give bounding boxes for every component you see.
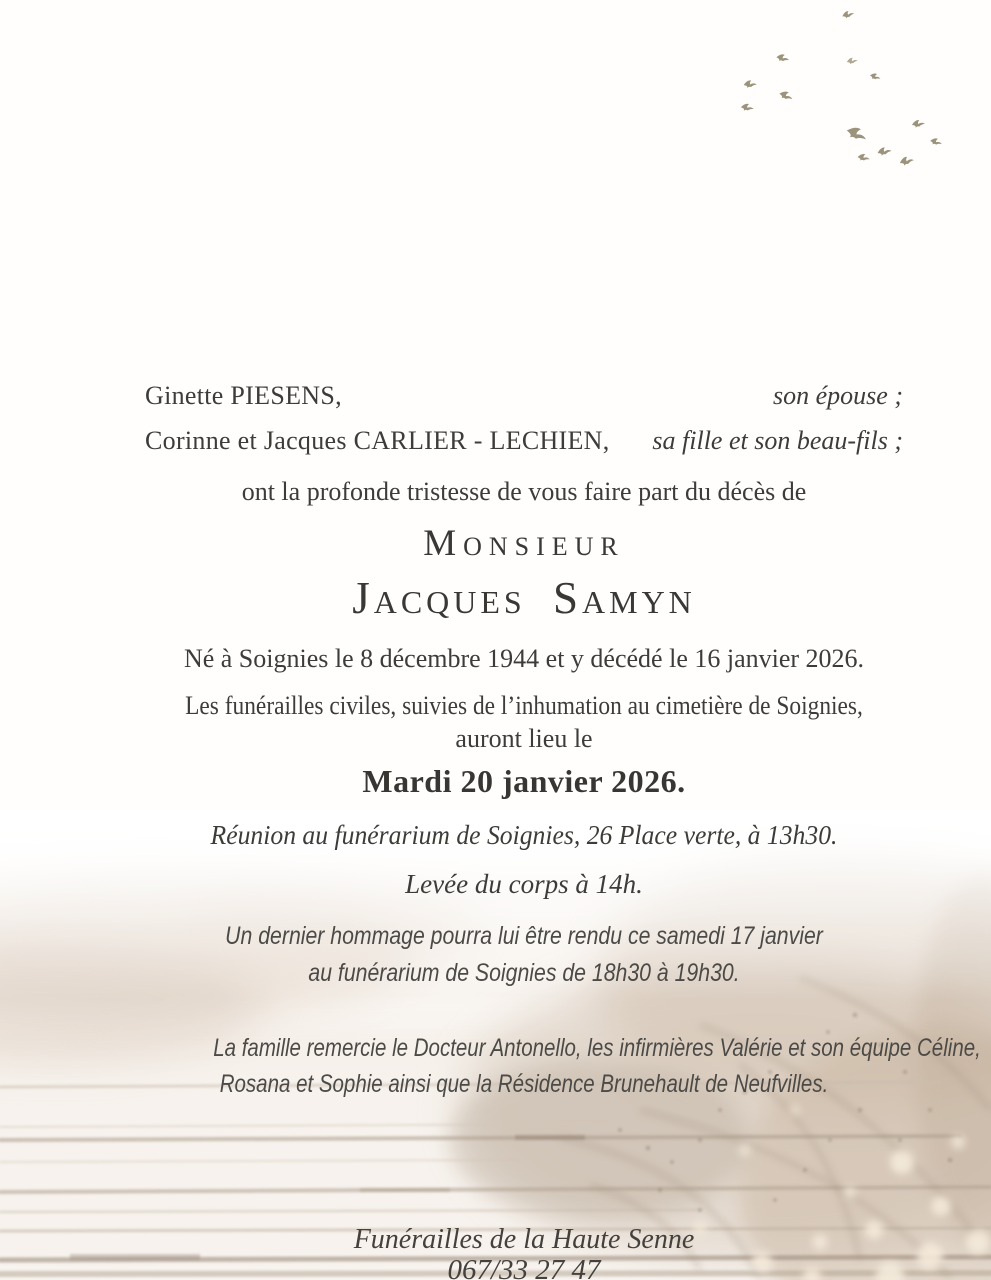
flying-birds-icon: [715, 0, 991, 205]
funeral-home-name: Funérailles de la Haute Senne: [353, 1224, 695, 1255]
departure-info: Levée du corps à 14h.: [405, 869, 643, 899]
funeral-date: Mardi 20 janvier 2026.: [362, 763, 686, 799]
relative-relation: son épouse ;: [773, 381, 903, 410]
funeral-info-line2: auront lieu le: [455, 724, 593, 753]
intro-text: ont la profonde tristesse de vous faire part du décès de: [241, 477, 807, 506]
life-dates-text: Né à Soignies le 8 décembre 1944 et y décédé le 16 janvier 2026.: [183, 644, 865, 673]
funeral-info-line1: Les funérailles civiles, suivies de l’inhumation au cimetière de Soignies,: [185, 691, 863, 720]
tribute-line1: Un dernier hommage pourra lui être rendu ce samedi 17 janvier: [225, 922, 823, 950]
thanks-line1: La famille remercie le Docteur Antonello, les infirmières Valérie et son équipe Céline,: [213, 1034, 981, 1062]
relative-relation: sa fille et son beau-fils ;: [652, 426, 903, 455]
meeting-info: Réunion au funérarium de Soignies, 26 Place verte, à 13h30.: [210, 820, 838, 850]
tribute-line2: au funérarium de Soignies de 18h30 à 19h30.: [308, 959, 740, 987]
deceased-name: Jacques Samyn: [352, 573, 696, 623]
relative-row: [145, 426, 903, 459]
relative-name: Ginette PIESENS,: [145, 381, 342, 410]
funeral-home-phone: 067/33 27 47: [447, 1254, 601, 1280]
relatives-list: [145, 381, 903, 471]
deceased-title: Monsieur: [423, 523, 625, 564]
relative-row: [145, 381, 903, 414]
thanks-line2: Rosana et Sophie ainsi que la Résidence Brunehault de Neufvilles.: [219, 1070, 829, 1098]
relative-name: Corinne et Jacques CARLIER - LECHIEN,: [145, 426, 610, 455]
